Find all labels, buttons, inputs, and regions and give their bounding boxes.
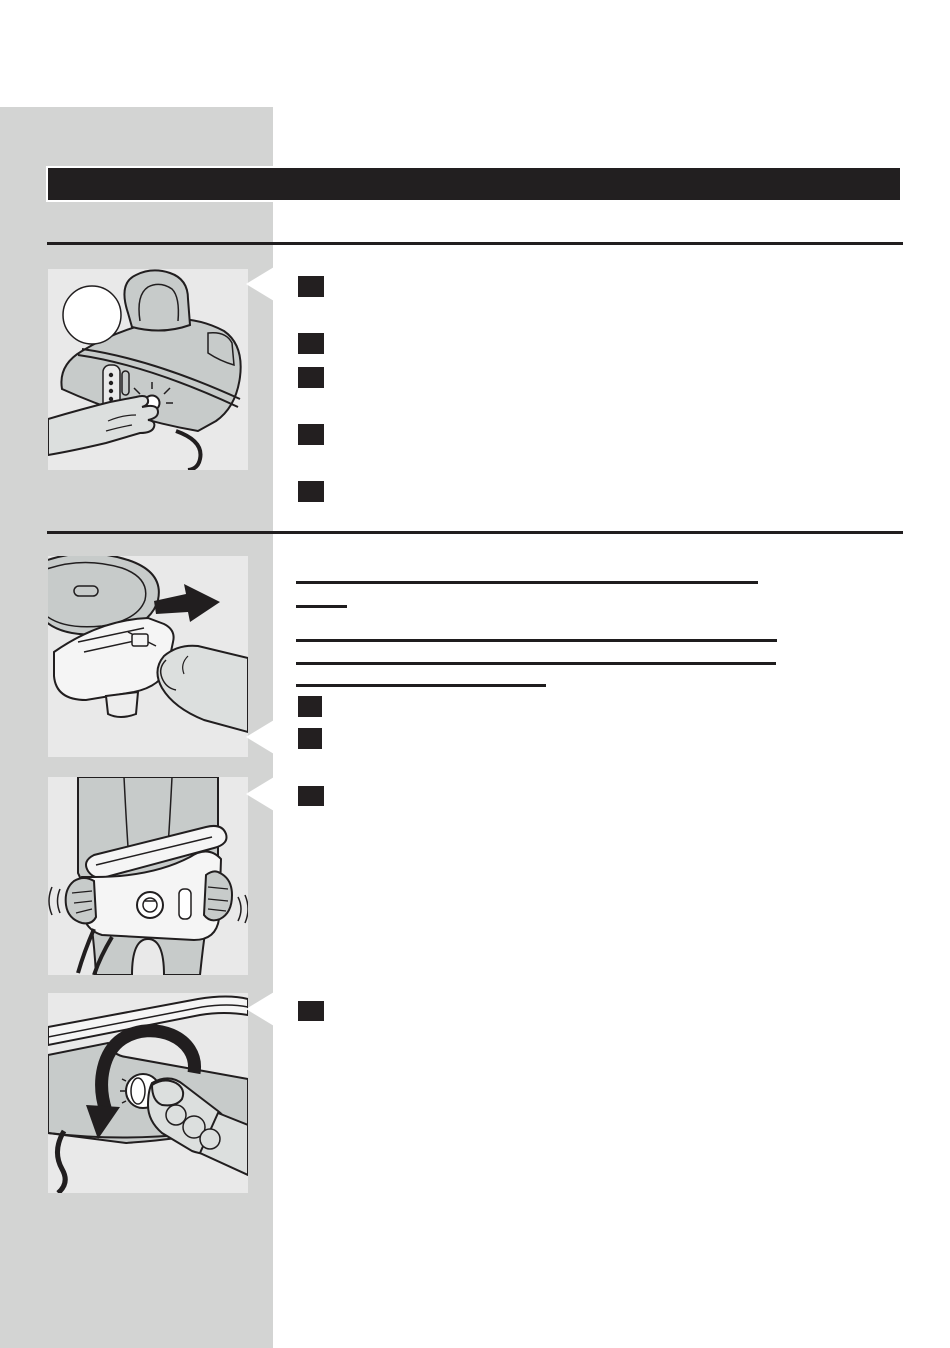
step-number-box xyxy=(298,696,322,717)
step-number-box xyxy=(298,367,324,388)
header-rule xyxy=(47,242,903,245)
step-number-box xyxy=(298,333,324,354)
step-number-box xyxy=(298,481,324,502)
underlined-text-line xyxy=(296,662,776,665)
figure-callout-notch xyxy=(246,777,274,811)
figure-callout-notch xyxy=(246,992,274,1026)
figure-callout-notch xyxy=(246,720,274,754)
step-number-box xyxy=(298,1001,324,1021)
step-number-box xyxy=(298,728,322,749)
step-number-box xyxy=(298,276,324,297)
underlined-text-line xyxy=(296,581,758,584)
step-number-box xyxy=(298,786,324,806)
underlined-text-line xyxy=(296,605,347,608)
step-number-box xyxy=(298,424,324,445)
section-divider-rule xyxy=(47,531,903,534)
underlined-text-line xyxy=(296,684,546,687)
underlined-text-line xyxy=(296,639,777,642)
figure-callout-notch xyxy=(246,267,274,301)
